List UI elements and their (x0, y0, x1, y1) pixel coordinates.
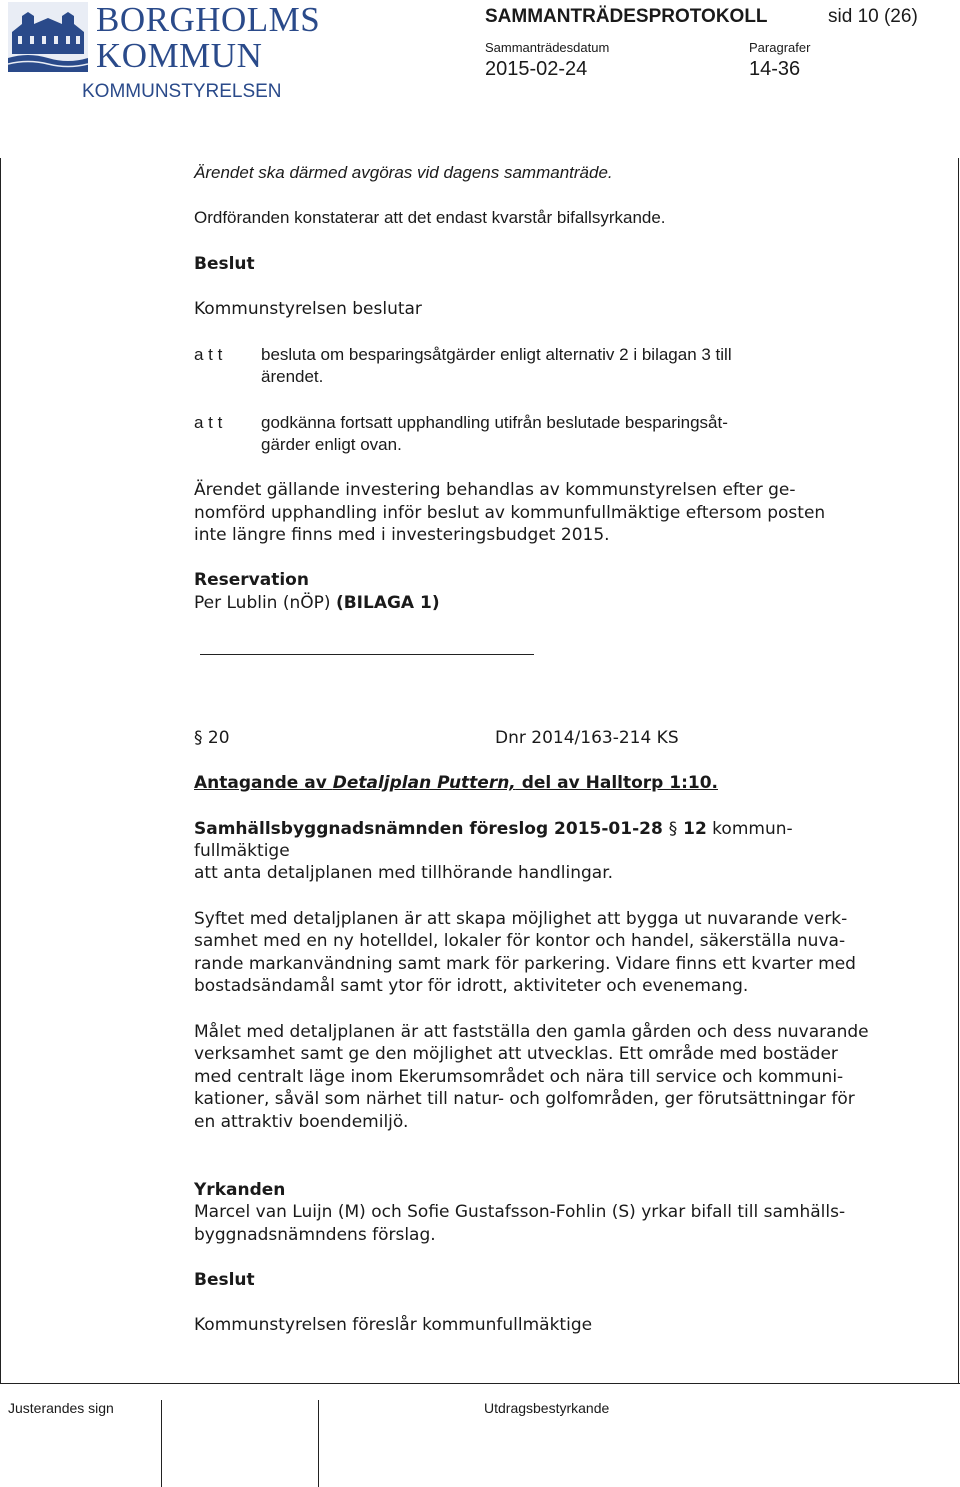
paragraph-motion-line: Marcel van Luijn (M) och Sofie Gustafsson-Fohlin (S) yrkar bifall till samhälls- (194, 1202, 846, 1222)
paragraph-motion-line: byggnadsnämndens förslag. (194, 1225, 436, 1245)
footer-divider (161, 1400, 162, 1487)
case-number: Dnr 2014/163-214 KS (495, 728, 679, 748)
att-marker: a t t (194, 413, 223, 432)
footer-extract-label: Utdragsbestyrkande (484, 1400, 610, 1416)
meeting-date-value: 2015-02-24 (485, 58, 588, 80)
heading-beslut: Beslut (194, 1270, 255, 1290)
section-separator (200, 654, 534, 655)
paragraph-chair-statement: Ordföranden konstaterar att det endast kvarstår bifallsyrkande. (194, 208, 666, 227)
paragraphs-value: 14-36 (749, 58, 801, 80)
department-name: KOMMUNSTYRELSEN (82, 81, 282, 102)
meeting-date-label: Sammanträdesdatum (485, 40, 610, 55)
reservation-attachment: (BILAGA 1) (335, 593, 440, 613)
paragraph-goal-line: verksamhet samt ge den möjlighet att utvecklas. Ett område med bostäder (194, 1044, 838, 1064)
footer-sign-label: Justerandes sign (8, 1400, 114, 1416)
logo-text-kommun: KOMMUN (96, 36, 263, 75)
paragraph-purpose-line: bostadsändamål samt ytor för idrott, aktiviteter och evenemang. (194, 976, 749, 996)
proposal-line: fullmäktige (194, 841, 290, 861)
footer-divider (318, 1400, 319, 1487)
logo-text-borgholms: BORGHOLMS (96, 0, 321, 39)
paragraph-goal-line: kationer, såväl som närhet till natur- och golfområden, ger förutsättningar för (194, 1089, 855, 1109)
heading-beslut: Beslut (194, 254, 255, 274)
paragraph-investment-line: inte längre finns med i investeringsbudget 2015. (194, 525, 610, 545)
page-frame-right (958, 158, 959, 1383)
paragraph-ks-proposes: Kommunstyrelsen föreslår kommunfullmäktige (194, 1315, 593, 1335)
case-title-prefix: Antagande av (194, 773, 333, 793)
section-number-value: 20 (207, 728, 230, 748)
reservation-name: Per Lublin (nÖP) (194, 593, 336, 613)
case-title (194, 772, 718, 795)
proposal-section-number: 12 (677, 819, 707, 839)
section-sign: § (194, 728, 203, 748)
case-title-plan: Detaljplan Puttern, (332, 773, 516, 793)
document-title: SAMMANTRÄDESPROTOKOLL (485, 6, 768, 27)
att-marker: a t t (194, 345, 223, 364)
section-number (194, 727, 230, 750)
paragraph-purpose-line: samhet med en ny hotelldel, lokaler för kontor och handel, säkerställa nuva- (194, 931, 846, 951)
proposal-source: Samhällsbyggnadsnämnden föreslog 2015-01-28 (194, 819, 669, 839)
reservation-entry (194, 592, 440, 615)
paragraphs-label: Paragrafer (749, 40, 811, 55)
paragraph-ks-decides: Kommunstyrelsen beslutar (194, 299, 422, 319)
case-title-suffix: del av Halltorp 1:10. (515, 773, 718, 793)
proposal-section-sign: § (668, 819, 678, 839)
paragraph-goal-line: en attraktiv boendemiljö. (194, 1112, 409, 1132)
paragraph-decision-today: Ärendet ska därmed avgöras vid dagens sammanträde. (194, 163, 613, 182)
page-number: sid 10 (26) (828, 6, 918, 27)
proposal-line (194, 818, 793, 841)
paragraph-goal-line: med centralt läge inom Ekerumsområdet och nära till service och kommuni- (194, 1067, 844, 1087)
paragraph-purpose-line: Syftet med detaljplanen är att skapa möjlighet att bygga ut nuvarande verk- (194, 909, 848, 929)
page-frame-left (0, 158, 1, 1383)
att-clause-line: godkänna fortsatt upphandling utifrån beslutade besparingsåt- (261, 413, 728, 432)
proposal-recipient: kommun- (706, 819, 793, 839)
proposal-line: att anta detaljplanen med tillhörande handlingar. (194, 863, 614, 883)
att-clause-line: ärendet. (261, 367, 324, 386)
heading-reservation: Reservation (194, 570, 309, 590)
footer-rule (0, 1383, 960, 1384)
att-clause-line: gärder enligt ovan. (261, 435, 402, 454)
paragraph-investment-line: nomförd upphandling inför beslut av kommunfullmäktige eftersom posten (194, 503, 826, 523)
paragraph-goal-line: Målet med detaljplanen är att fastställa den gamla gården och dess nuvarande (194, 1022, 869, 1042)
paragraph-investment-line: Ärendet gällande investering behandlas av kommunstyrelsen efter ge- (194, 480, 796, 500)
att-clause-line: besluta om besparingsåtgärder enligt alternativ 2 i bilagan 3 till (261, 345, 732, 364)
paragraph-purpose-line: rande markanvändning samt mark för parkering. Vidare finns ett kvarter med (194, 954, 856, 974)
municipality-crest-logo (8, 2, 88, 72)
heading-yrkanden: Yrkanden (194, 1180, 286, 1200)
